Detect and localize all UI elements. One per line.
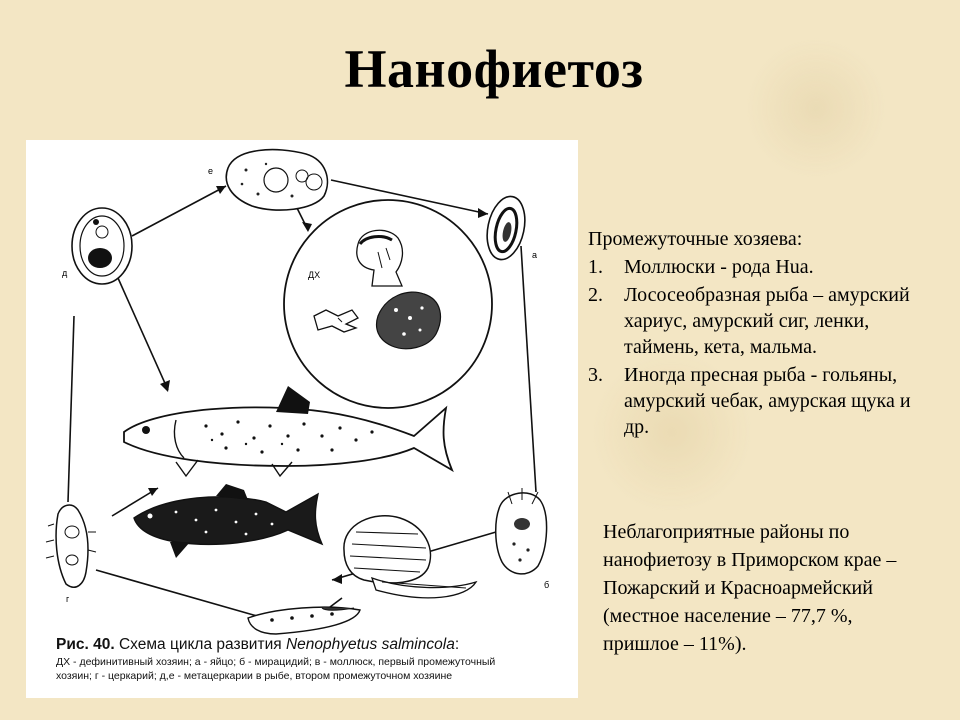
list-item-number: 2. [588,284,603,306]
arrow-d-to-fish [118,278,168,390]
list-item-text: Иногда пресная рыба - гольяны, амурский чебак, амурская щука и др. [624,364,911,438]
definitive-host-circle [284,200,492,408]
caption-line-2: ДХ - дефинитивный хозяин; а - яйцо; б - мирацидий; в - моллюск, первый промежуточный [56,656,496,668]
metacercaria-d [62,208,132,284]
hosts-list [588,254,933,440]
miracidium-b [496,488,549,590]
intermediate-hosts-block [588,226,933,442]
label-d: д [62,268,68,278]
cercaria-bottom [248,607,360,634]
list-item-number: 1. [588,256,603,278]
unfavorable-regions-text: Неблагоприятные районы по нанофиетозу в Приморском крае – Пожарский и Красноармейский (местное население – 77,7 %, пришлое – 11%). [603,521,897,655]
label-g: г [66,594,70,604]
arrow-a-to-b [521,246,536,492]
metacercaria-e [208,150,327,210]
arrow-g-to-cercaria [96,570,264,618]
list-item-text: Лососеобразная рыба – амурский хариус, амурский сиг, ленки, таймень, кета, мальма. [624,284,910,358]
list-item [588,254,933,280]
caption-prefix: Рис. 40. [56,636,115,653]
caption-latin: Nenophyetus salmincola [285,636,455,653]
label-dh: ДХ [308,270,321,280]
egg-a [482,193,537,263]
list-item [588,362,933,440]
arrow-d-to-e [132,186,226,236]
list-item [588,282,933,360]
label-e: е [208,166,214,176]
caption-line-3: хозяин; г - церкарий; д,е - метацеркарии в рыбе, втором промежуточном хозяине [56,670,453,682]
caption-text: Схема цикла развития [118,636,282,653]
caption-line-1 [56,636,576,654]
hosts-heading: Промежуточные хозяева: [588,228,803,250]
list-item-number: 3. [588,364,603,386]
cercaria-g [46,505,96,604]
snail-v [344,516,476,598]
caption-colon: : [454,636,460,653]
arrowhead [302,222,312,232]
arrowhead [148,488,158,496]
label-a: а [532,250,538,260]
figure-caption [56,636,576,682]
second-fish [134,484,322,558]
arrow-d-down [68,316,74,502]
life-cycle-diagram [26,140,578,698]
label-b: б [544,580,550,590]
list-item-text: Моллюски - рода Hua. [624,256,814,278]
life-cycle-figure [26,140,578,698]
slide-title: Нанофиетоз [344,39,644,99]
